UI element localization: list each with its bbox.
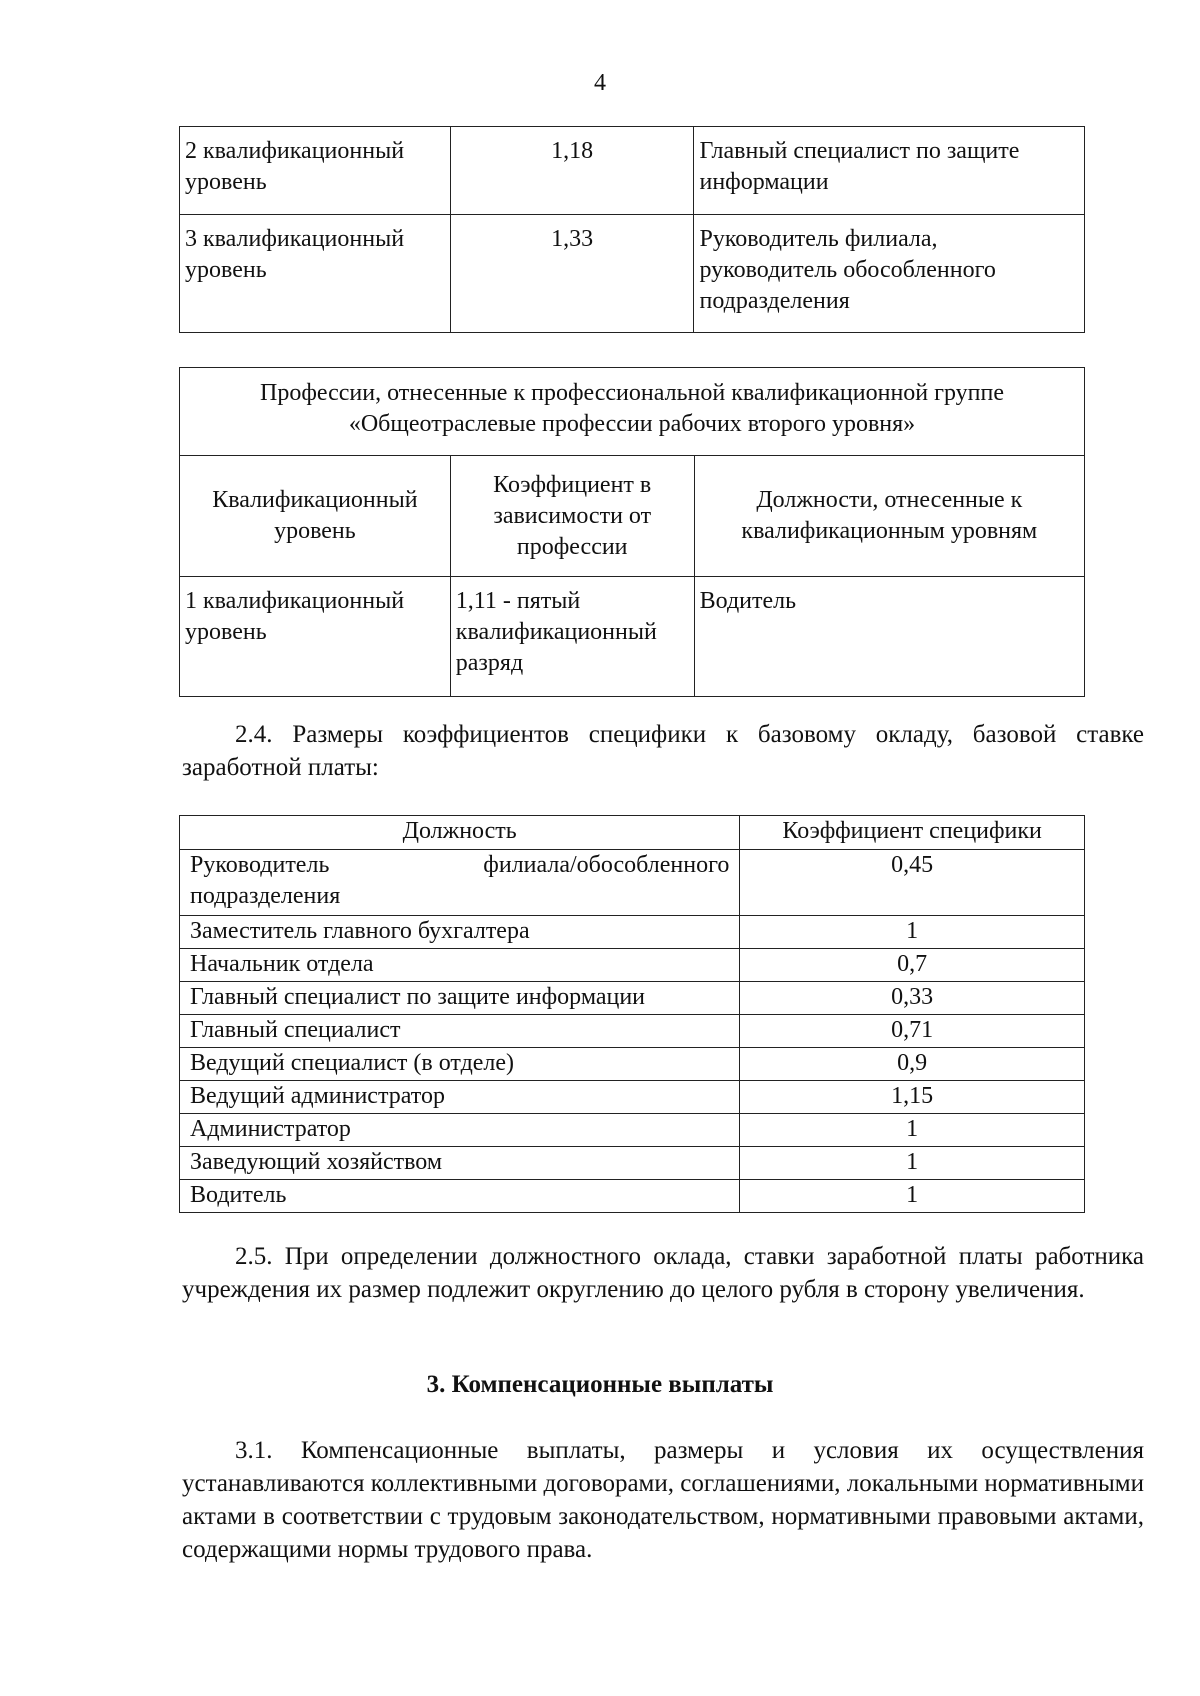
position-cell: Главный специалист	[180, 1015, 740, 1048]
table-row	[180, 949, 1085, 982]
table-row	[180, 1015, 1085, 1048]
position-cell: Администратор	[180, 1114, 740, 1147]
table-row	[180, 916, 1085, 949]
column-header: Коэффициент в зависимости от профессии	[450, 456, 694, 577]
position-cell: Ведущий администратор	[180, 1081, 740, 1114]
coefficient-cell: 0,33	[740, 982, 1085, 1015]
specificity-coefficients-table	[179, 815, 1085, 1213]
column-header: Должность	[180, 816, 740, 850]
level-cell: 3 квалификационный уровень	[180, 215, 451, 333]
position-cell: Главный специалист по защите информации	[180, 982, 740, 1015]
table-row	[180, 127, 1085, 215]
table-row	[180, 215, 1085, 333]
level-cell: 2 квалификационный уровень	[180, 127, 451, 215]
table-row	[180, 577, 1085, 697]
paragraph-3-1: 3.1. Компенсационные выплаты, размеры и условия их осуществления устанавливаются коллективными договорами, соглашениями, локальными нормативными актами в соответствии с трудовым законодательством, нормативными правовыми актами, содержащими нормы трудового права.	[182, 1437, 1144, 1563]
table-row	[180, 1081, 1085, 1114]
group-title: Профессии, отнесенные к профессиональной квалификационной группе «Общеотраслевые профессии рабочих второго уровня»	[180, 368, 1085, 456]
coefficient-cell: 1	[740, 1114, 1085, 1147]
page-number: 4	[594, 70, 606, 96]
position-cell: Водитель	[180, 1180, 740, 1213]
coefficient-cell: 0,7	[740, 949, 1085, 982]
header-row	[180, 456, 1085, 577]
coefficient-cell: 1,33	[450, 215, 694, 333]
column-header: Коэффициент специфики	[740, 816, 1085, 850]
level-cell: 1 квалификационный уровень	[180, 577, 451, 697]
position-cell: Руководитель филиала/обособленного подразделения	[180, 850, 740, 916]
header-row	[180, 816, 1085, 850]
coefficient-cell: 0,9	[740, 1048, 1085, 1081]
table-row	[180, 1180, 1085, 1213]
position-cell: Заведующий хозяйством	[180, 1147, 740, 1180]
coefficient-cell: 1	[740, 916, 1085, 949]
professions-group-table	[179, 367, 1085, 697]
positions-cell: Водитель	[694, 577, 1084, 697]
coefficient-cell: 1,15	[740, 1081, 1085, 1114]
paragraph-2-4: 2.4. Размеры коэффициентов специфики к базовому окладу, базовой ставке заработной платы:	[182, 721, 1144, 781]
positions-cell: Руководитель филиала, руководитель обособленного подразделения	[694, 215, 1085, 333]
coefficient-cell: 0,45	[740, 850, 1085, 916]
coefficient-cell: 1	[740, 1180, 1085, 1213]
table-row	[180, 1147, 1085, 1180]
column-header: Должности, отнесенные к квалификационным уровням	[694, 456, 1084, 577]
position-cell: Ведущий специалист (в отделе)	[180, 1048, 740, 1081]
positions-cell: Главный специалист по защите информации	[694, 127, 1085, 215]
table-row	[180, 850, 1085, 916]
coefficient-cell: 0,71	[740, 1015, 1085, 1048]
table-row	[180, 1048, 1085, 1081]
position-cell: Заместитель главного бухгалтера	[180, 916, 740, 949]
table-row	[180, 982, 1085, 1015]
column-header: Квалификационный уровень	[180, 456, 451, 577]
section-3-heading: 3. Компенсационные выплаты	[426, 1371, 774, 1398]
qualification-levels-table	[179, 126, 1085, 333]
group-title-row	[180, 368, 1085, 456]
coefficient-cell: 1	[740, 1147, 1085, 1180]
position-cell: Начальник отдела	[180, 949, 740, 982]
table-row	[180, 1114, 1085, 1147]
coefficient-cell: 1,11 - пятый квалификационный разряд	[450, 577, 694, 697]
coefficient-cell: 1,18	[450, 127, 694, 215]
paragraph-2-5: 2.5. При определении должностного оклада, ставки заработной платы работника учреждения их размер подлежит округлению до целого рубля в сторону увеличения.	[182, 1243, 1144, 1303]
